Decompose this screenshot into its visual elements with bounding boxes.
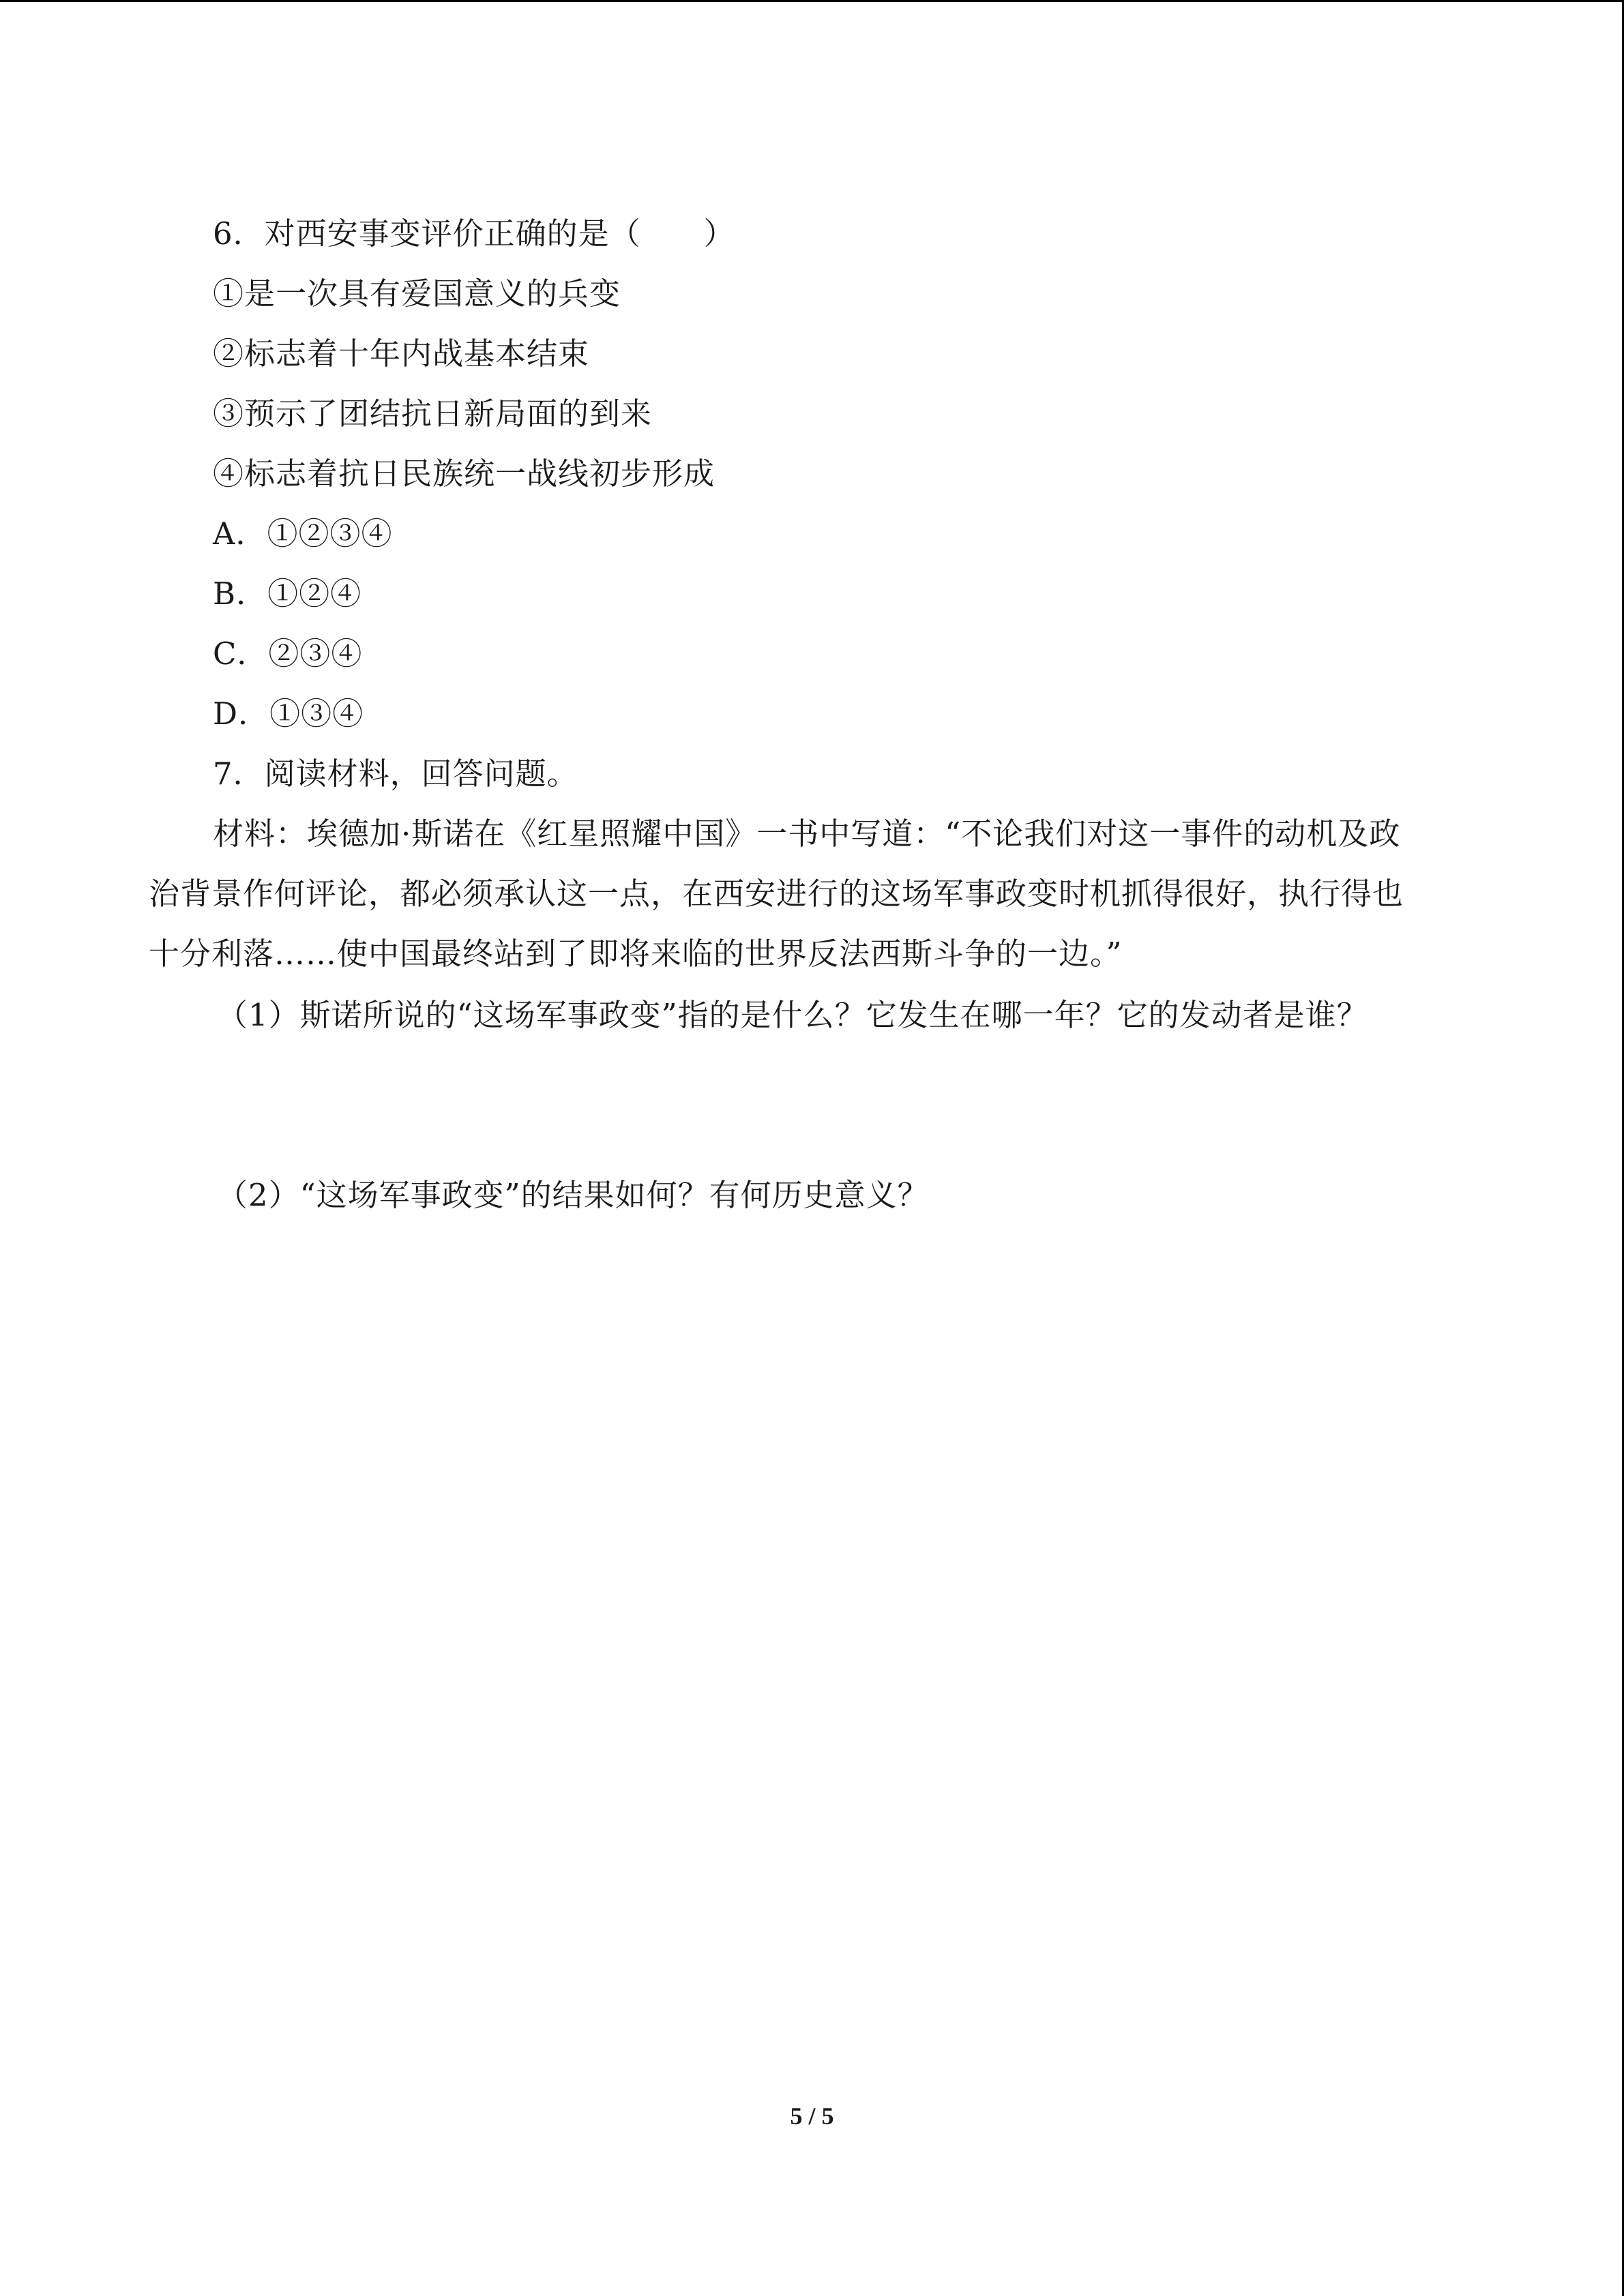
question-6-statement-1: ①是一次具有爱国意义的兵变	[213, 275, 621, 312]
question-7-stem: 7．阅读材料，回答问题。	[213, 756, 578, 792]
question-6-option-b: B．①②④	[213, 576, 362, 612]
question-7-sub-question-1: （1）斯诺所说的“这场军事政变”指的是什么？它发生在哪一年？它的发动者是谁？	[217, 997, 1368, 1033]
question-6-statement-4: ④标志着抗日民族统一战线初步形成	[213, 456, 715, 492]
question-7-sub-question-2: （2）“这场军事政变”的结果如何？有何历史意义？	[217, 1177, 929, 1213]
question-6-option-a: A．①②③④	[213, 516, 393, 552]
question-6-statement-3: ③预示了团结抗日新局面的到来	[213, 396, 653, 432]
question-7-material-line-1: 材料：埃德加·斯诺在《红星照耀中国》一书中写道：“不论我们对这一事件的动机及政	[213, 816, 1401, 852]
question-7-material-line-3: 十分利落……使中国最终站到了即将来临的世界反法西斯斗争的一边。”	[149, 936, 1123, 972]
question-7-material-line-2: 治背景作何评论，都必须承认这一点，在西安进行的这场军事政变时机抓得很好，执行得也	[149, 876, 1404, 912]
page-number: 5 / 5	[790, 2102, 834, 2130]
question-6-statement-2: ②标志着十年内战基本结束	[213, 336, 590, 372]
question-6-option-c: C．②③④	[213, 636, 363, 672]
question-6-option-d: D．①③④	[213, 696, 364, 732]
question-6-stem: 6．对西安事变评价正确的是（ ）	[213, 215, 735, 252]
